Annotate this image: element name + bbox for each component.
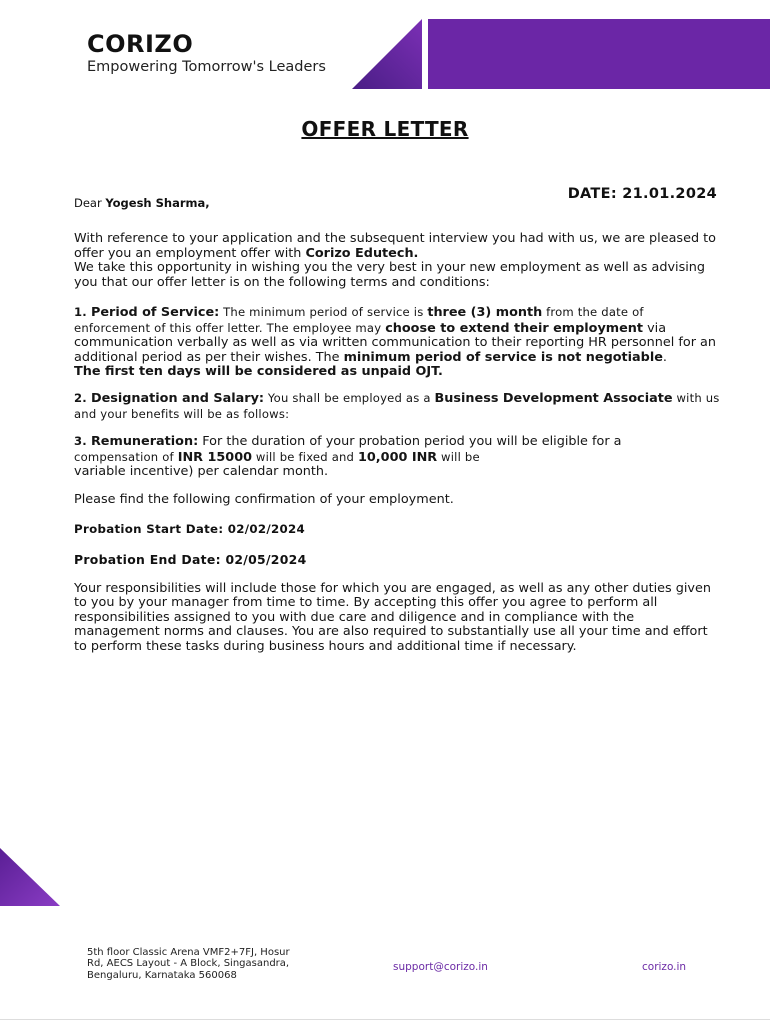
address-line: 5th floor Classic Arena VMF2+7FJ, Hosur [87,947,290,958]
term-text: from the date of enforcement of this offer letter. The employee may [74,305,644,335]
term-text: will be fixed and [252,449,358,464]
term-ojt-note: The first ten days will be considered as unpaid OJT. [74,364,443,380]
term-text: will be [437,449,480,464]
term-text: compensation of [74,449,178,464]
term-emphasis: three (3) month [427,305,543,320]
fixed-amount: INR 15000 [177,449,253,465]
header-bar-shape [428,19,770,89]
probation-start-date: Probation Start Date: 02/02/2024 [74,522,306,536]
term-text: variable incentive) per calendar month. [74,464,329,480]
term-emphasis: minimum period of service is not negotiable [343,349,663,365]
salutation [74,196,210,210]
intro-text: With reference to your application and the subsequent interview you had with us, we are pleased to offer you an employment offer with [74,231,717,261]
page-bottom-divider [0,1019,770,1020]
variable-amount: 10,000 INR [358,449,438,465]
term-emphasis: choose to extend their employment [385,320,644,336]
address-line: Rd, AECS Layout - A Block, Singasandra, [87,958,290,970]
footer-address [87,947,317,981]
term-number: 2. [74,391,87,405]
footer-website-link[interactable]: corizo.in [642,961,687,973]
salutation-prefix: Dear [74,196,102,210]
term-text: via communication verbally as well as via written communication to their reporting HR personnel for an additional period as per their wishes. The [74,320,716,365]
document-title: OFFER LETTER [301,117,469,141]
term-number: 1. [74,305,87,319]
term-number: 3. [74,434,87,448]
term-remuneration [74,434,722,480]
confirmation-note: Please find the following confirmation of your employment. [74,492,454,507]
term-text: The minimum period of service is [219,305,428,319]
address-line: Bengaluru, Karnataka 560068 [87,969,237,981]
term-text: You shall be employed as a [264,391,435,405]
footer-email-link[interactable]: support@corizo.in [393,961,488,973]
term-heading: Period of Service: [90,305,220,320]
corner-triangle-graphic [0,848,62,908]
term-designation-salary [74,391,722,422]
company-name: Corizo Edutech. [305,245,419,261]
term-text: with us and your benefits will be as follows: [74,391,720,421]
responsibilities-paragraph: Your responsibilities will include those for which you are engaged, as well as any other duties given to you by your manager from time to time. By accepting this offer you agree to perform all responsibilities assigned to you with due care and diligence and in compliance with the management norms and clauses. You are also required to substantially use all your time and effort to perform these tasks during business hours and additional time if necessary. [74,581,711,654]
intro-terms-text: We take this opportunity in wishing you the very best in your new employment as well as advising you that our offer letter is on the following terms and conditions: [74,260,706,290]
corner-triangle-shape [0,848,60,906]
intro-paragraph [74,232,722,290]
term-heading: Remuneration: [90,434,199,449]
header-banner-graphic [352,19,770,91]
term-text: For the duration of your probation period you will be eligible for a [198,434,622,449]
term-text: . [662,349,667,365]
brand-name: CORIZO [87,30,194,58]
term-period-of-service [74,305,722,380]
recipient-name: Yogesh Sharma, [105,196,210,210]
header-triangle-shape [352,19,422,89]
probation-end-date: Probation End Date: 02/05/2024 [74,552,307,567]
letter-date: DATE: 21.01.2024 [567,186,717,202]
term-heading: Designation and Salary: [90,391,265,406]
brand-tagline: Empowering Tomorrow's Leaders [87,59,326,75]
designation: Business Development Associate [434,391,673,406]
